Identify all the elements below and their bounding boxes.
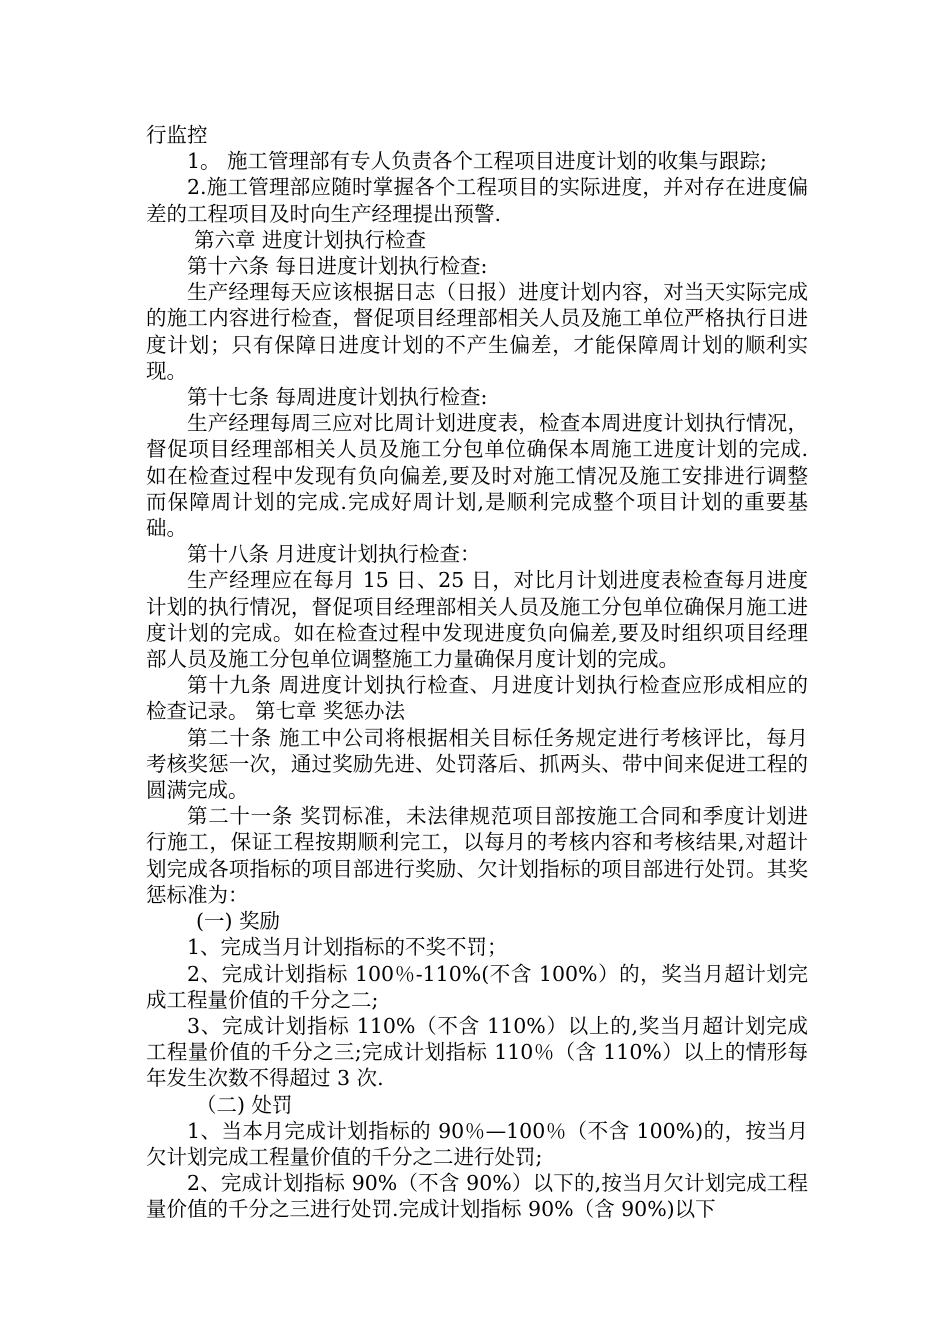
penalty-item-2: 2、完成计划指标 90%（不含 90%）以下的,按当月欠计划完成工程量价值的千分之三进行处罚.完成计划指标 90%（含 90%)以下	[146, 1171, 808, 1222]
chapter-6-heading: 第六章 进度计划执行检查	[194, 227, 427, 252]
article-16-heading: 第十六条 每日进度计划执行检查:	[187, 254, 488, 279]
penalty-heading: （二) 处罚	[196, 1092, 293, 1117]
article-20-body: 第二十条 施工中公司将根据相关目标任务规定进行考核评比，每月考核奖惩一次，通过奖励先进、处罚落后、抓两头、带中间来促进工程的圆满完成。	[146, 725, 808, 803]
article-16-body: 生产经理每天应该根据日志（日报）进度计划内容，对当天实际完成的施工内容进行检查，督促项目经理部相关人员及施工单位严格执行日进度计划；只有保障日进度计划的不产生偏差，才能保障周计划的顺利实现。	[146, 280, 808, 383]
paragraph-continuation: 行监控	[146, 123, 208, 147]
article-17-body: 生产经理每周三应对比周计划进度表，检查本周进度计划执行情况，督促项目经理部相关人员及施工分包单位确保本周施工进度计划的完成.如在检查过程中发现有负向偏差,要及时对施工情况及施工安排进行调整而保障周计划的完成.完成好周计划,是顺利完成整个项目计划的重要基础。	[146, 411, 808, 541]
article-18-body: 生产经理应在每月 15 日、25 日，对比月计划进度表检查每月进度计划的执行情况，督促项目经理部相关人员及施工分包单位确保月施工进度计划的完成。如在检查过程中发现进度负向偏差,要及时组织项目经理部人员及施工分包单位调整施工力量确保月度计划的完成。	[146, 568, 808, 672]
paragraph-item-1: 1。 施工管理部有专人负责各个工程项目进度计划的收集与跟踪;	[187, 149, 767, 174]
penalty-item-1: 1、当本月完成计划指标的 90％—100％（不含 100%)的，按当月欠计划完成工程量价值的千分之二进行处罚;	[146, 1118, 808, 1169]
reward-item-3: 3、完成计划指标 110%（不含 110%）以上的,奖当月超计划完成工程量价值的千分之三;完成计划指标 110％（含 110%）以上的情形每年发生次数不得超过 3 次.	[146, 1013, 808, 1091]
reward-item-1: 1、完成当月计划指标的不奖不罚；	[187, 935, 508, 960]
article-19-and-chapter-7: 第十九条 周进度计划执行检查、月进度计划执行检查应形成相应的检查记录。 第七章 奖惩办法	[146, 673, 808, 724]
reward-heading: (一) 奖励	[196, 909, 281, 934]
paragraph-item-2: 2.施工管理部应随时掌握各个工程项目的实际进度，并对存在进度偏差的工程项目及时向生产经理提出预警.	[146, 175, 808, 226]
reward-item-2: 2、完成计划指标 100％-110%(不含 100%）的，奖当月超计划完成工程量价值的千分之二;	[146, 961, 808, 1012]
article-17-heading: 第十七条 每周进度计划执行检查:	[187, 385, 488, 410]
article-18-heading: 第十八条 月进度计划执行检查：	[187, 542, 481, 567]
article-21-body: 第二十一条 奖罚标准，未法律规范项目部按施工合同和季度计划进行施工，保证工程按期顺利完工，以每月的考核内容和考核结果,对超计划完成各项指标的项目部进行奖励、欠计划指标的项目部进行处罚。其奖惩标准为：	[146, 804, 808, 907]
document-page	[146, 122, 808, 1223]
